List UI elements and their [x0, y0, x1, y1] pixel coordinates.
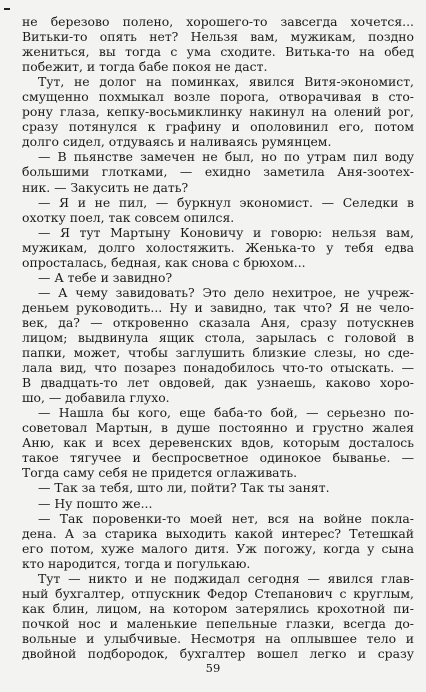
text-line: лицом; выдвинула ящик стола, зарылась с головой в — [22, 329, 414, 345]
text-line: опросталась, бедная, как снова с брюхом... — [22, 254, 306, 270]
text-line: — В пьянстве замечен не был, но по утрам пил воду — [38, 149, 414, 165]
text-line: — А тебе и завидно? — [38, 269, 173, 285]
text-line: советовал Мартын, в душе постоянно и грустно жалея — [22, 420, 414, 436]
text-line: Тогда саму себя не придется оглаживать. — [22, 465, 298, 481]
text-line: рону глаза, кепку-восьмиклинку накинул на олений рог, — [22, 104, 414, 120]
text-line: мужикам, долго холостяжить. Женька-то у тебя едва — [22, 239, 414, 255]
text-line: шо, — добавила глухо. — [22, 390, 170, 406]
text-line: охотку поел, так совсем опился. — [22, 209, 235, 225]
text-line: не березово полено, хорошего-то завсегда хочется... — [22, 14, 414, 29]
text-line: ник. — Закусить не дать? — [22, 179, 189, 195]
text-line: — Так поровенки-то моей нет, вся на войне покла- — [38, 510, 414, 526]
text-line: Витьки-то опять нет? Нельзя вам, мужикам, поздно — [22, 29, 414, 45]
text-line: В двадцать-то лет овдовей, дак узнаешь, каково хоро- — [22, 375, 414, 391]
text-line: вольные и улыбчивые. Несмотря на оплывшее тело и — [22, 630, 414, 646]
text-line: век, да? — откровенно сказала Аня, сразу потускнев — [22, 314, 414, 330]
text-line: большими глотками, — ехидно заметила Аня-зоотех- — [22, 164, 414, 180]
page-number: 59 — [205, 661, 221, 675]
text-line: — А чему завидовать? Это дело нехитрое, не учреж- — [38, 284, 414, 300]
text-line: ный бухгалтер, отпускник Федор Степанович с круглым, — [22, 585, 414, 601]
text-line: его потом, хуже малого дитя. Уж погожу, когда у сына — [22, 540, 414, 556]
text-line: — Я тут Мартыну Коновичу и говорю: нельзя вам, — [38, 224, 414, 240]
text-line: Аню, как и всех деревенских вдов, которым досталось — [22, 435, 414, 451]
text-line: двойной подбородок, бухгалтер вошел легко и сразу — [22, 645, 414, 661]
text-line: такое тягучее и беспросветное одинокое бываньe. — — [22, 450, 414, 466]
text-line: долго сидел, отдуваясь и наливаясь румянцем. — [22, 134, 332, 150]
text-line: лала вид, что позарез понадобилось что-то отыскать. — — [22, 360, 414, 376]
text-line: побежит, и тогда бабе покоя не даст. — [22, 59, 268, 75]
margin-mark — [4, 8, 10, 10]
body-text — [22, 14, 414, 661]
text-line: Тут, не долог на поминках, явился Витя-экономист, — [38, 74, 414, 90]
text-line: сразу потянулся к графину и ополовинил его, потом — [22, 119, 414, 135]
text-line: — Ну пошто же... — [38, 495, 153, 511]
text-line: Тут — никто и не поджидал сегодня — явился глав- — [38, 570, 414, 586]
text-line: жениться, вы тогда с ума сходите. Витька-то на обед — [22, 44, 414, 60]
text-line: почкой нос и маленькие пепельные глазки, всегда до- — [22, 615, 414, 631]
text-line: кто народится, тогда и погулькаю. — [22, 555, 251, 571]
text-line: деньем руководить... Ну и завидно, так что? Я не чело- — [22, 299, 414, 315]
text-line: дена. А за старика выходить какой интерес? Тетешкай — [22, 525, 414, 541]
text-line: смущенно похмыкал возле порога, отворачивая в сто- — [22, 89, 414, 105]
text-line: как блин, лицом, на котором затерялись крохотной пи- — [22, 600, 414, 616]
text-line: — Я и не пил, — буркнул экономист. — Селедки в — [38, 194, 414, 210]
text-line: — Нашла бы кого, еще баба-то бой, — серьезно по- — [38, 405, 414, 421]
text-line: папки, может, чтобы заглушить близкие слезы, но сде- — [22, 345, 414, 361]
text-line: — Так за тебя, што ли, пойти? Так ты занят. — [38, 480, 330, 496]
